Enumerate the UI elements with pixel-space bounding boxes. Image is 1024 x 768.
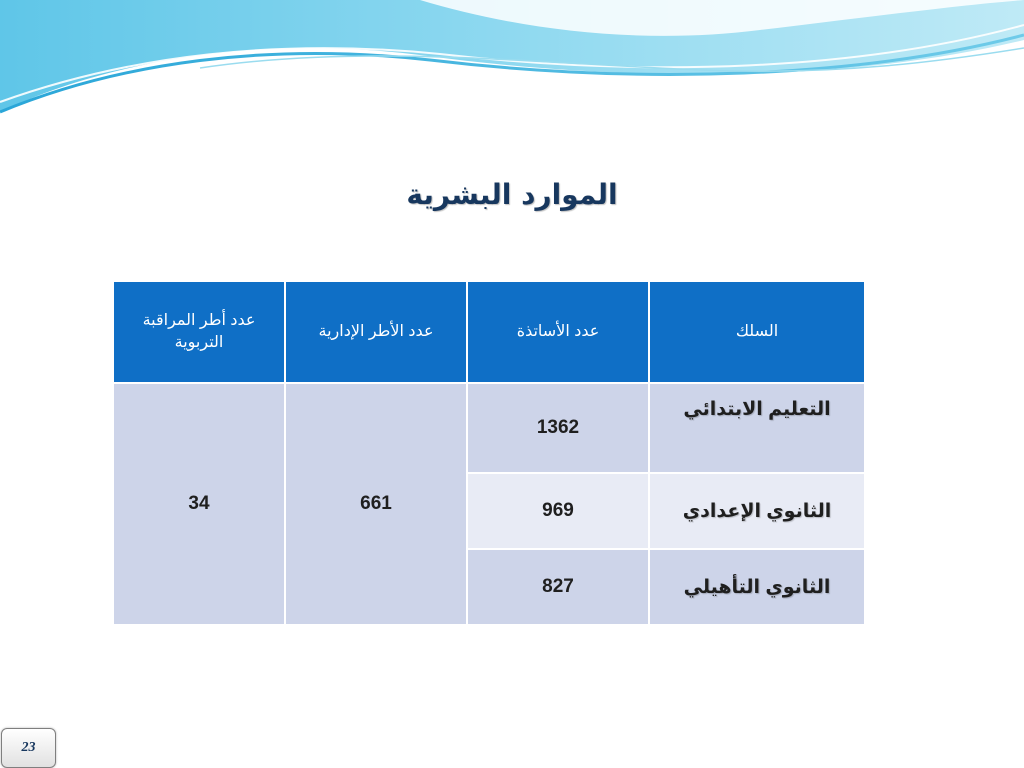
header-supervision-staff: عدد أطر المراقبة التربوية (113, 281, 285, 383)
supervision-staff-total-cell: 34 (113, 383, 285, 625)
header-wave-decoration (0, 0, 1024, 130)
slide-title: الموارد البشرية (406, 178, 618, 211)
admin-staff-total-cell: 661 (285, 383, 467, 625)
level-cell: الثانوي الإعدادي (649, 473, 865, 549)
header-level: السلك (649, 281, 865, 383)
header-admin-staff: عدد الأطر الإدارية (285, 281, 467, 383)
page-number-badge: 23 (1, 728, 56, 768)
table-row (113, 383, 865, 473)
teachers-cell: 1362 (467, 383, 649, 473)
teachers-cell: 969 (467, 473, 649, 549)
level-cell: الثانوي التأهيلي (649, 549, 865, 625)
human-resources-table (112, 280, 866, 626)
header-teachers: عدد الأساتذة (467, 281, 649, 383)
teachers-cell: 827 (467, 549, 649, 625)
level-cell: التعليم الابتدائي (649, 383, 865, 473)
table-header-row (113, 281, 865, 383)
